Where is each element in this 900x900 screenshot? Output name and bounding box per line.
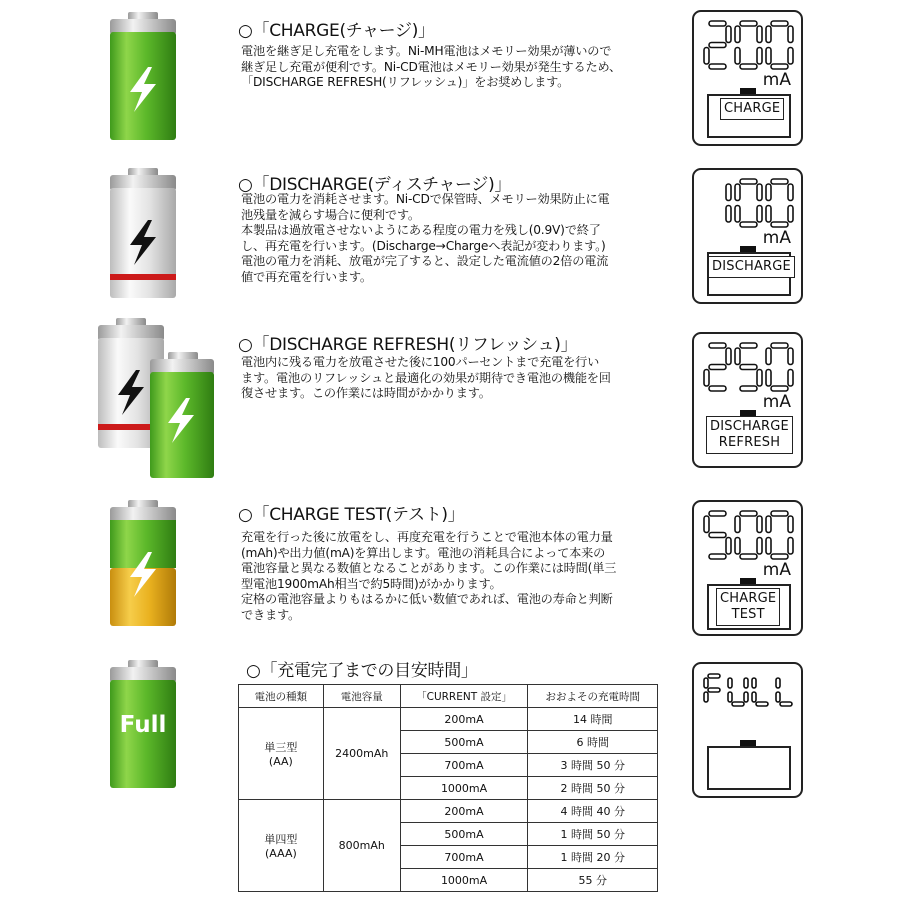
lcd-unit: mA xyxy=(762,392,791,412)
desc-line: 値で再充電を行います。 xyxy=(241,269,372,284)
current-cell: 200mA xyxy=(400,800,528,823)
lcd-segment xyxy=(771,64,788,69)
lcd-segment xyxy=(709,43,726,48)
lcd-battery xyxy=(707,746,791,790)
lcd-segment xyxy=(766,26,771,43)
lcd-segment xyxy=(726,184,731,201)
lcd-segment xyxy=(757,538,762,555)
lcd-digits xyxy=(702,508,797,563)
section-title-charge: ○「CHARGE(チャージ)」 xyxy=(238,21,435,41)
lcd-display-charge xyxy=(692,10,803,146)
lcd-segment xyxy=(788,538,793,555)
lcd-segment xyxy=(788,48,793,65)
lcd-display-refresh xyxy=(692,332,803,468)
lcd-display-full xyxy=(692,662,803,798)
lcd-segment xyxy=(757,184,762,201)
lcd-segment xyxy=(771,511,788,516)
lcd-segment xyxy=(788,184,793,201)
section-title-test: ○「CHARGE TEST(テスト)」 xyxy=(238,505,465,525)
battery-charging-icon xyxy=(108,12,178,142)
lcd-segment xyxy=(740,222,757,227)
lcd-segment xyxy=(757,26,762,43)
section-title-refresh: ○「DISCHARGE REFRESH(リフレッシュ)」 xyxy=(238,335,578,355)
section-desc-discharge xyxy=(241,192,609,285)
lcd-segment xyxy=(704,678,708,688)
battery-type-cell xyxy=(239,708,324,800)
lcd-mode-label xyxy=(720,98,784,120)
section-desc-refresh xyxy=(241,355,611,402)
lcd-segment xyxy=(766,184,771,201)
table-header: おおよその充電時間 xyxy=(528,685,658,708)
lcd-segment xyxy=(704,516,709,533)
desc-line: し、再充電を行います。(Discharge→Chargeへ表記が変わります。) xyxy=(241,238,606,253)
desc-line: できます。 xyxy=(241,607,300,622)
lcd-segment xyxy=(766,206,771,223)
lcd-unit: mA xyxy=(762,228,791,248)
lcd-unit: mA xyxy=(762,560,791,580)
lcd-segment xyxy=(757,516,762,533)
lcd-segment xyxy=(744,692,748,702)
lcd-segment xyxy=(735,206,740,223)
desc-line: 電池の電力を消耗させます。Ni-CDで保管時、メモリー効果防止に電 xyxy=(241,192,610,206)
lcd-segment xyxy=(776,692,780,702)
lcd-segment xyxy=(757,370,762,387)
lcd-segment xyxy=(708,688,720,692)
lcd-unit: mA xyxy=(762,70,791,90)
time-cell: 2 時間 50 分 xyxy=(528,777,658,800)
table-header: 電池容量 xyxy=(323,685,400,708)
time-cell: 4 時間 40 分 xyxy=(528,800,658,823)
lcd-mode-text: TEST xyxy=(731,607,765,622)
section-desc-test xyxy=(241,530,616,623)
time-cell: 3 時間 50 分 xyxy=(528,754,658,777)
lcd-segment xyxy=(766,348,771,365)
lcd-segment xyxy=(771,21,788,26)
desc-line: 本製品は過放電させないようにある程度の電力を残し(0.9V)で終了 xyxy=(241,223,601,237)
lcd-segment xyxy=(726,26,731,43)
lcd-full-text xyxy=(702,670,797,710)
lcd-segment xyxy=(740,179,757,184)
battery-type-text: 単四型 xyxy=(264,833,298,846)
lcd-segment xyxy=(709,64,726,69)
lcd-segment xyxy=(728,692,732,702)
lcd-segment xyxy=(740,365,757,370)
lcd-segment xyxy=(788,516,793,533)
desc-line: 電池を継ぎ足し充電をします。Ni-MH電池はメモリー効果が薄いので xyxy=(241,44,612,58)
desc-line: ます。電池のリフレッシュと最適化の効果が期待でき電池の機能を回 xyxy=(241,370,611,385)
lcd-segment xyxy=(752,692,756,702)
lcd-segment xyxy=(771,386,788,391)
desc-line: 定格の電池容量よりもはるかに低い数値であれば、電池の寿命と判断 xyxy=(241,592,613,606)
lcd-segment xyxy=(740,386,757,391)
lcd-segment xyxy=(757,206,762,223)
lcd-segment xyxy=(740,343,757,348)
current-cell: 500mA xyxy=(400,823,528,846)
lcd-digits xyxy=(702,340,797,395)
lcd-segment xyxy=(709,554,726,559)
lcd-segment xyxy=(726,348,731,365)
table-header: 電池の種類 xyxy=(239,685,324,708)
current-cell: 1000mA xyxy=(400,869,528,892)
lcd-segment xyxy=(709,386,726,391)
charge-time-table xyxy=(238,684,658,892)
lcd-segment xyxy=(740,554,757,559)
lcd-segment xyxy=(744,678,748,688)
lcd-segment xyxy=(740,511,757,516)
table-row xyxy=(239,708,658,731)
lcd-segment xyxy=(735,48,740,65)
lcd-mode-text: CHARGE xyxy=(720,591,777,606)
lcd-segment xyxy=(771,179,788,184)
lcd-segment xyxy=(766,516,771,533)
lcd-segment xyxy=(709,343,726,348)
table-header: 「CURRENT 設定」 xyxy=(400,685,528,708)
lcd-segment xyxy=(732,702,744,706)
lcd-segment xyxy=(704,692,708,702)
lcd-segment xyxy=(766,48,771,65)
lcd-segment xyxy=(752,678,756,688)
lcd-segment xyxy=(726,538,731,555)
lcd-segment xyxy=(735,516,740,533)
lcd-segment xyxy=(771,222,788,227)
desc-line: 池残量を減らす場合に便利です。 xyxy=(241,207,420,222)
lcd-segment xyxy=(740,21,757,26)
lcd-segment xyxy=(740,64,757,69)
desc-line: 継ぎ足し充電が便利です。Ni-CD電池はメモリー効果が発生するため、 xyxy=(241,59,621,74)
lcd-segment xyxy=(704,48,709,65)
lcd-digits xyxy=(702,18,797,73)
lcd-segment xyxy=(788,348,793,365)
lcd-segment xyxy=(704,370,709,387)
desc-line: 電池内に残る電力を放電させた後に100パーセントまで充電を行い xyxy=(241,355,600,369)
lcd-mode-text: REFRESH xyxy=(718,435,781,450)
battery-full-label: Full xyxy=(119,712,167,738)
capacity-cell: 2400mAh xyxy=(323,708,400,800)
desc-line: (mAh)や出力値(mA)を算出します。電池の消耗具合によって本来の xyxy=(241,545,606,560)
lcd-segment xyxy=(709,511,726,516)
lcd-segment xyxy=(766,370,771,387)
lcd-segment xyxy=(709,21,726,26)
battery-discharging-icon xyxy=(108,168,178,300)
lcd-mode-label xyxy=(716,588,780,626)
lcd-segment xyxy=(771,343,788,348)
lcd-segment xyxy=(735,348,740,365)
table-header-row xyxy=(239,685,658,708)
lcd-segment xyxy=(788,370,793,387)
lcd-display-discharge xyxy=(692,168,803,304)
section-title-time: ○「充電完了までの目安時間」 xyxy=(246,661,478,681)
desc-line: 電池の電力を消耗、放電が完了すると、設定した電流値の2倍の電流 xyxy=(241,254,609,268)
time-cell: 55 分 xyxy=(528,869,658,892)
table-row xyxy=(239,800,658,823)
time-cell: 1 時間 50 分 xyxy=(528,823,658,846)
lcd-segment xyxy=(728,678,732,688)
lcd-digits xyxy=(702,176,797,231)
battery-type-text: (AA) xyxy=(268,755,293,768)
battery-type-text: 単三型 xyxy=(264,741,298,754)
lcd-display-test xyxy=(692,500,803,636)
lcd-segment xyxy=(757,48,762,65)
lcd-segment xyxy=(726,206,731,223)
lcd-segment xyxy=(735,184,740,201)
desc-line: 電池容量と異なる数値となることがあります。この作業には時間(単三 xyxy=(241,561,617,575)
battery-test-icon xyxy=(108,500,178,628)
desc-line: 「DISCHARGE REFRESH(リフレッシュ)」をお奨めします。 xyxy=(241,75,570,89)
lcd-segment xyxy=(708,674,720,678)
current-cell: 200mA xyxy=(400,708,528,731)
lcd-mode-text: DISCHARGE xyxy=(710,419,789,434)
lcd-mode-label xyxy=(706,416,793,454)
lcd-segment xyxy=(735,538,740,555)
lcd-mode-label xyxy=(708,256,795,278)
lcd-mode-text: CHARGE xyxy=(724,101,781,116)
battery-type-cell xyxy=(239,800,324,892)
lcd-segment xyxy=(735,26,740,43)
lcd-segment xyxy=(709,365,726,370)
section-desc-charge xyxy=(241,44,621,91)
lcd-segment xyxy=(776,678,780,688)
lcd-segment xyxy=(709,533,726,538)
lcd-segment xyxy=(771,554,788,559)
section-title-discharge: ○「DISCHARGE(ディスチャージ)」 xyxy=(238,175,512,195)
desc-line: 充電を行った後に放電をし、再度充電を行うことで電池本体の電力量 xyxy=(241,530,613,544)
current-cell: 700mA xyxy=(400,754,528,777)
desc-line: 復させます。この作業には時間がかかります。 xyxy=(241,386,491,400)
current-cell: 1000mA xyxy=(400,777,528,800)
battery-refresh-icon xyxy=(94,318,218,480)
lcd-segment xyxy=(756,702,768,706)
lcd-segment xyxy=(766,538,771,555)
current-cell: 700mA xyxy=(400,846,528,869)
lcd-segment xyxy=(788,26,793,43)
capacity-cell: 800mAh xyxy=(323,800,400,892)
lcd-segment xyxy=(788,206,793,223)
lcd-segment xyxy=(780,702,792,706)
time-cell: 6 時間 xyxy=(528,731,658,754)
time-cell: 14 時間 xyxy=(528,708,658,731)
time-cell: 1 時間 20 分 xyxy=(528,846,658,869)
desc-line: 型電池1900mAh相当で約5時間)がかかります。 xyxy=(241,576,502,591)
current-cell: 500mA xyxy=(400,731,528,754)
lcd-mode-text: DISCHARGE xyxy=(712,259,791,274)
battery-type-text: (AAA) xyxy=(265,847,297,860)
